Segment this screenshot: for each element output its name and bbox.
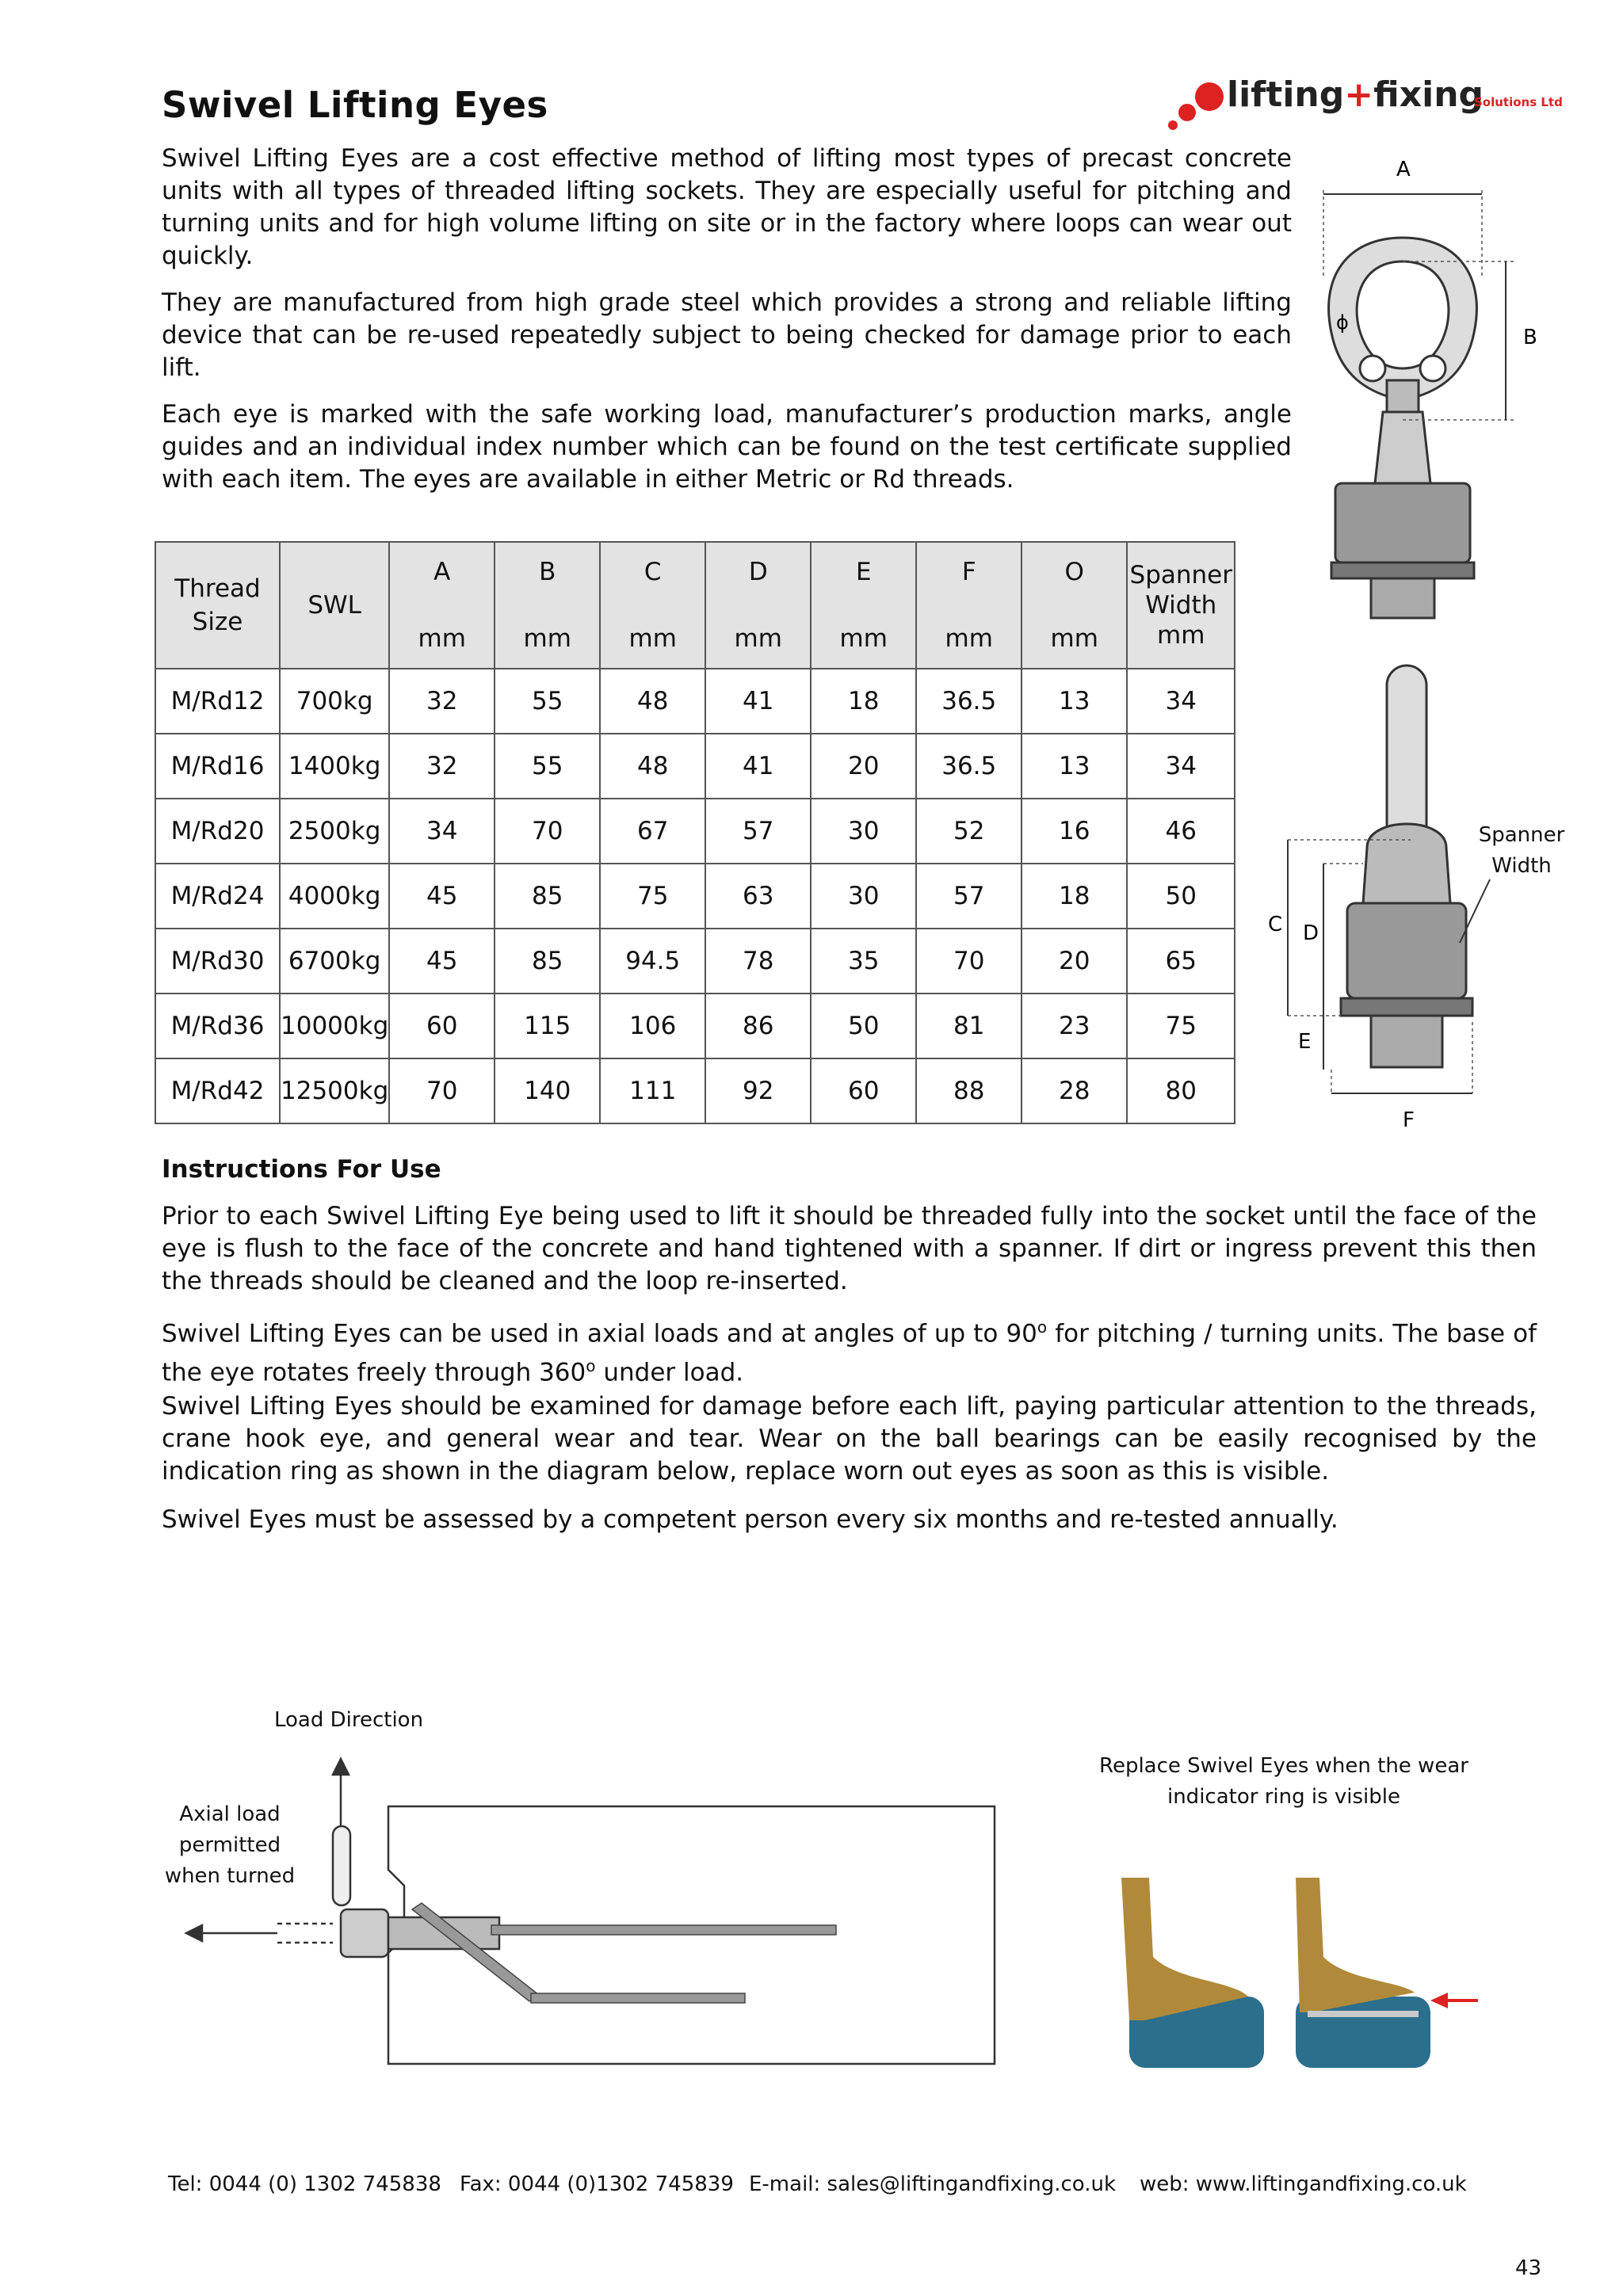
swivel-eye-side-view	[1341, 666, 1472, 1067]
table-cell: 75	[1127, 994, 1235, 1058]
dim-label-phi: ϕ	[1336, 311, 1349, 334]
table-row	[155, 1058, 1235, 1123]
table-cell: 10000kg	[280, 994, 389, 1058]
header-a: A mm	[389, 542, 495, 669]
table-cell: 2500kg	[280, 799, 389, 864]
dim-label-c: C	[1268, 913, 1283, 936]
table-cell: 18	[811, 669, 916, 734]
table-cell: 75	[600, 864, 705, 929]
table-cell: 55	[495, 734, 600, 799]
page-number: 43	[1515, 2256, 1542, 2280]
table-cell: 20	[811, 734, 916, 799]
table-cell: 106	[600, 994, 705, 1058]
dim-label-spanner-width: Spanner Width	[1478, 823, 1565, 878]
table-cell: 70	[495, 799, 600, 864]
table-cell: 32	[389, 734, 495, 799]
table-row	[155, 799, 1235, 864]
wear-indicator-photos	[1082, 1862, 1486, 2068]
table-cell: 1400kg	[280, 734, 389, 799]
table-cell: 12500kg	[280, 1058, 389, 1123]
table-row	[155, 669, 1235, 734]
dim-label-f: F	[1403, 1108, 1415, 1132]
table-cell: 140	[495, 1058, 600, 1123]
table-cell: 57	[916, 864, 1022, 929]
table-cell: 85	[495, 929, 600, 994]
table-row	[155, 994, 1235, 1058]
table-cell: 18	[1022, 864, 1127, 929]
intro-paragraph-1: Swivel Lifting Eyes are a cost effective method of lifting most types of precast concrete units with all types of threaded lifting sockets. They are especially useful for pitching and turning units and for high volume lifting on site or in the factory where loops can wear out quickly.	[162, 144, 1292, 270]
table-cell: 55	[495, 669, 600, 734]
table-cell: 92	[705, 1058, 811, 1123]
table-cell: 34	[1127, 734, 1235, 799]
table-cell: 36.5	[916, 669, 1022, 734]
dim-label-a: A	[1396, 158, 1411, 181]
logo-dots-icon	[1163, 71, 1227, 135]
table-cell: 28	[1022, 1058, 1127, 1123]
table-cell: 60	[389, 994, 495, 1058]
table-cell: 67	[600, 799, 705, 864]
table-cell: M/Rd36	[155, 994, 280, 1058]
header-f: F mm	[916, 542, 1022, 669]
header-b: B mm	[495, 542, 600, 669]
footer-email[interactable]: E-mail: sales@liftingandfixing.co.uk	[749, 2172, 1117, 2196]
table-cell: 48	[600, 669, 705, 734]
table-cell: 13	[1022, 669, 1127, 734]
spec-table	[155, 541, 1235, 1124]
load-direction-diagram	[174, 1743, 1006, 2076]
arrow-left-icon	[186, 1925, 202, 1941]
load-direction-caption: Load Direction	[273, 1708, 424, 1732]
table-cell: 86	[705, 994, 811, 1058]
swivel-eye-dimension-drawing	[1252, 151, 1569, 1133]
table-cell: 111	[600, 1058, 705, 1123]
axial-load-caption: Axial load permitted when turned	[164, 1802, 296, 1888]
table-cell: 50	[1127, 864, 1235, 929]
table-cell: M/Rd12	[155, 669, 280, 734]
table-cell: 34	[389, 799, 495, 864]
table-cell: M/Rd42	[155, 1058, 280, 1123]
swivel-eye-top-view	[1329, 238, 1477, 618]
table-cell: 115	[495, 994, 600, 1058]
table-cell: 81	[916, 994, 1022, 1058]
table-cell: 50	[811, 994, 916, 1058]
company-logo	[1163, 71, 1563, 135]
header-thread-size: Thread Size	[155, 542, 280, 669]
table-cell: 52	[916, 799, 1022, 864]
table-cell: 85	[495, 864, 600, 929]
logo-subtitle: Solutions Ltd	[1474, 95, 1563, 109]
instructions-paragraph-2: Swivel Lifting Eyes can be used in axial loads and at angles of up to 90$^o$ for pitching / turning units. The base of the eye rotates freely through 360$^o$ under load.	[162, 1318, 1537, 1387]
table-cell: 36.5	[916, 734, 1022, 799]
table-cell: M/Rd30	[155, 929, 280, 994]
header-d: D mm	[705, 542, 811, 669]
page-title: Swivel Lifting Eyes	[162, 84, 548, 126]
header-spanner-width: Spanner Width mm	[1127, 542, 1235, 669]
logo-text: lifting+fixing	[1227, 74, 1484, 115]
table-cell: 16	[1022, 799, 1127, 864]
table-cell: 48	[600, 734, 705, 799]
intro-paragraph-3: Each eye is marked with the safe working load, manufacturer’s production marks, angle guides and an individual index number which can be found on the test certificate supplied with each item. The eyes are available in either Metric or Rd threads.	[162, 400, 1292, 494]
table-body	[155, 669, 1235, 1123]
arrow-up-icon	[333, 1759, 349, 1775]
table-cell: 60	[811, 1058, 916, 1123]
table-cell: 30	[811, 864, 916, 929]
table-cell: M/Rd20	[155, 799, 280, 864]
table-cell: 6700kg	[280, 929, 389, 994]
instructions-paragraph-4: Swivel Eyes must be assessed by a competent person every six months and re-tested annually.	[162, 1505, 1338, 1534]
table-cell: 57	[705, 799, 811, 864]
table-cell: 30	[811, 799, 916, 864]
table-row	[155, 864, 1235, 929]
dim-label-b: B	[1523, 326, 1537, 349]
table-cell: 4000kg	[280, 864, 389, 929]
table-cell: 32	[389, 669, 495, 734]
dim-label-d: D	[1303, 921, 1319, 945]
table-cell: M/Rd16	[155, 734, 280, 799]
table-cell: 45	[389, 929, 495, 994]
table-cell: 13	[1022, 734, 1127, 799]
dim-label-e: E	[1298, 1030, 1312, 1054]
table-cell: 23	[1022, 994, 1127, 1058]
table-cell: 94.5	[600, 929, 705, 994]
table-row	[155, 929, 1235, 994]
table-cell: 20	[1022, 929, 1127, 994]
header-swl: SWL	[280, 542, 389, 669]
intro-paragraph-2: They are manufactured from high grade steel which provides a strong and reliable lifting device that can be re-used repeatedly subject to being checked for damage prior to each lift.	[162, 288, 1292, 382]
header-o: O mm	[1022, 542, 1127, 669]
instructions-paragraph-3: Swivel Lifting Eyes should be examined for damage before each lift, paying particular attention to the threads, crane hook eye, and general wear and tear. Wear on the ball bearings can be easily recognised by the indication ring as shown in the diagram below, replace worn out eyes as soon as this is visible.	[162, 1392, 1537, 1486]
replace-caption: Replace Swivel Eyes when the wear indicator ring is visible	[1099, 1754, 1468, 1809]
instructions-paragraph-1: Prior to each Swivel Lifting Eye being used to lift it should be threaded fully into the socket until the face of the eye is flush to the face of the concrete and hand tightened with a spanner. If dirt or ingress prevent this then the threads should be cleaned and the loop re-inserted.	[162, 1202, 1537, 1295]
table-cell: 70	[389, 1058, 495, 1123]
table-cell: M/Rd24	[155, 864, 280, 929]
table-cell: 80	[1127, 1058, 1235, 1123]
table-cell: 63	[705, 864, 811, 929]
table-cell: 45	[389, 864, 495, 929]
header-e: E mm	[811, 542, 916, 669]
table-cell: 88	[916, 1058, 1022, 1123]
table-cell: 70	[916, 929, 1022, 994]
instructions-title: Instructions For Use	[162, 1155, 441, 1184]
table-row	[155, 734, 1235, 799]
table-cell: 41	[705, 734, 811, 799]
table-cell: 46	[1127, 799, 1235, 864]
footer-fax: Fax: 0044 (0)1302 745839	[460, 2172, 734, 2196]
table-cell: 35	[811, 929, 916, 994]
table-cell: 41	[705, 669, 811, 734]
table-cell: 65	[1127, 929, 1235, 994]
table-cell: 78	[705, 929, 811, 994]
footer-web[interactable]: web: www.liftingandfixing.co.uk	[1140, 2172, 1467, 2196]
table-header-row	[155, 542, 1235, 669]
table-cell: 700kg	[280, 669, 389, 734]
header-c: C mm	[600, 542, 705, 669]
table-cell: 34	[1127, 669, 1235, 734]
footer-tel: Tel: 0044 (0) 1302 745838	[168, 2172, 441, 2196]
